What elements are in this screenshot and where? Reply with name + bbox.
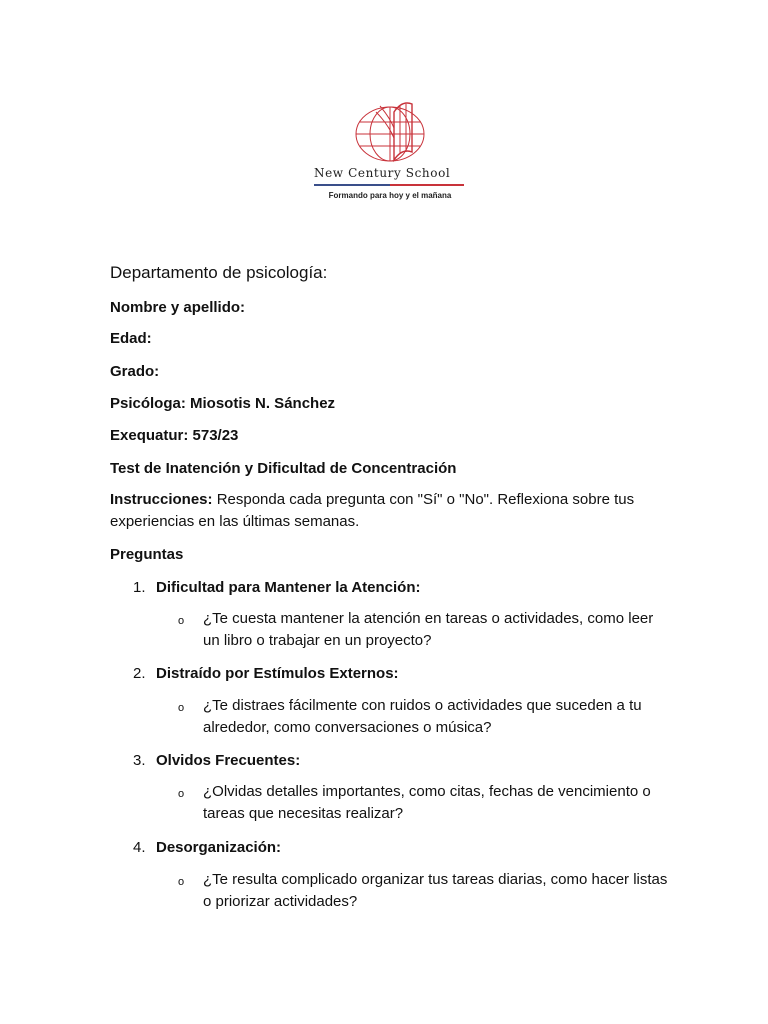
question-number: 1. — [133, 579, 146, 596]
question-text: ¿Olvidas detalles importantes, como citas, fechas de vencimiento o tareas que necesitas realizar? — [203, 783, 651, 822]
department-heading: Departamento de psicología: — [110, 263, 328, 282]
grade-label: Grado: — [110, 363, 160, 380]
logo-bar-blue — [314, 184, 390, 186]
question-text: ¿Te resulta complicado organizar tus tareas diarias, como hacer listas o priorizar actividades? — [203, 871, 668, 910]
test-title: Test de Inatención y Dificultad de Concentración — [110, 460, 457, 477]
bullet-icon: o — [178, 788, 185, 800]
exequatur-line: Exequatur: 573/23 — [110, 427, 239, 444]
question-number: 4. — [133, 839, 146, 856]
instructions-paragraph — [110, 489, 670, 533]
instructions-label: Instrucciones: — [110, 491, 213, 508]
question-text: ¿Te cuesta mantener la atención en tareas o actividades, como leer un libro o trabajar en un proyecto? — [203, 610, 654, 649]
school-logo — [310, 98, 470, 206]
globe-book-logo-icon — [340, 98, 440, 164]
age-label: Edad: — [110, 330, 152, 347]
questions-heading: Preguntas — [110, 546, 184, 563]
school-tagline: Formando para hoy y el mañana — [328, 191, 452, 200]
bullet-icon: o — [178, 702, 185, 714]
school-name: New Century School — [314, 166, 451, 180]
name-label: Nombre y apellido: — [110, 299, 246, 316]
question-title: Desorganización: — [156, 839, 282, 856]
psychologist-line: Psicóloga: Miosotis N. Sánchez — [110, 395, 336, 412]
bullet-icon: o — [178, 876, 185, 888]
bullet-icon: o — [178, 615, 185, 627]
logo-bar-red — [390, 184, 464, 186]
question-title: Distraído por Estímulos Externos: — [156, 665, 399, 682]
question-title: Olvidos Frecuentes: — [156, 752, 301, 769]
question-number: 3. — [133, 752, 146, 769]
question-text: ¿Te distraes fácilmente con ruidos o actividades que suceden a tu alrededor, como conversaciones o música? — [203, 697, 642, 736]
question-title: Dificultad para Mantener la Atención: — [156, 579, 421, 596]
instructions-text: Responda cada pregunta con "Sí" o "No". Reflexiona sobre tus experiencias en las últimas semanas. — [110, 491, 635, 530]
question-number: 2. — [133, 665, 146, 682]
